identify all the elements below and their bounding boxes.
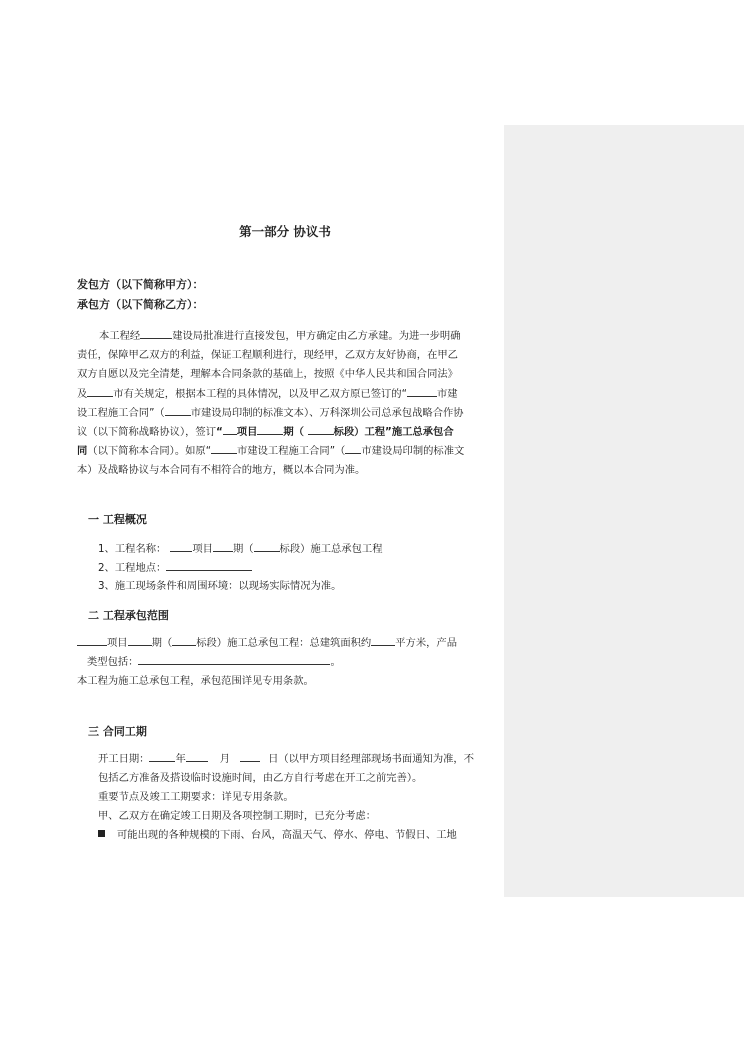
project-name-line: 1、工程名称： 项目 期（ 标段）施工总承包工程: [98, 543, 383, 555]
scope-line-3: 本工程为施工总承包工程，承包范围详见专用条款。: [77, 675, 314, 687]
project-location-line: 2、工程地点：: [98, 559, 252, 574]
section-2-heading: 二 工程承包范围: [88, 609, 169, 622]
party-b-label: 承包方（以下简称乙方）：: [77, 298, 204, 311]
scope-line-1: 项目 期（ 标段）施工总承包工程：总建筑面积约 平方米，产品: [77, 634, 457, 653]
start-date-line: 开工日期： 年 月 日（以甲方项目经理部现场书面通知为准，不: [98, 753, 475, 765]
section-1-heading: 一 工程概况: [88, 513, 147, 526]
page-title: 第一部分 协议书: [239, 224, 331, 239]
considerations-line: 甲、乙双方在确定竣工日期及各项控制工期时，已充分考虑：: [98, 810, 377, 822]
start-date-line-2: 包括乙方准备及搭设临时设施时间，由乙方自行考虑在开工之前完善）。: [98, 772, 423, 784]
intro-paragraph: 本工程经 建设局批准进行直接发包，甲方确定由乙方承建。为进一步明确 责任，保障甲乙双方的利益，保证工程顺利进行，现经甲，乙双方友好协商，在甲乙 双方自愿以及完全清楚，理解本合同条款的基础上，按照《中华人民共和国合同法》 及 市有关规定，根据本工程的具体情况，以及甲乙双方原已签订的“ 市建 设工程施工合同”（ 市建设局印制的标准文本）、万科深圳公司总承包战略合作协 议（以下简称战略协议），签订“ 项目 期（ 标段）工程”施工总承包合 同（以下简称本合同）。如原“ 市建设工程施工合同”（ 市建设局印制的标准文 本）及战略协议与本合同有不相符合的地方，概以本合同为准。: [77, 330, 465, 477]
section-3-heading: 三 合同工期: [88, 725, 147, 738]
scope-line-2: 类型包括： 。: [87, 656, 341, 668]
comment-margin-pane: [504, 125, 744, 897]
party-a-label: 发包方（以下简称甲方）：: [77, 278, 204, 291]
milestone-line: 重要节点及竣工工期要求：详见专用条款。: [98, 791, 294, 803]
site-conditions-line: 3、施工现场条件和周围环境：以现场实际情况为准。: [98, 580, 342, 592]
square-bullet-icon: [98, 830, 105, 837]
bullet-item: 可能出现的各种规模的下雨、台风，高温天气、停水、停电、节假日、工地: [98, 826, 457, 841]
